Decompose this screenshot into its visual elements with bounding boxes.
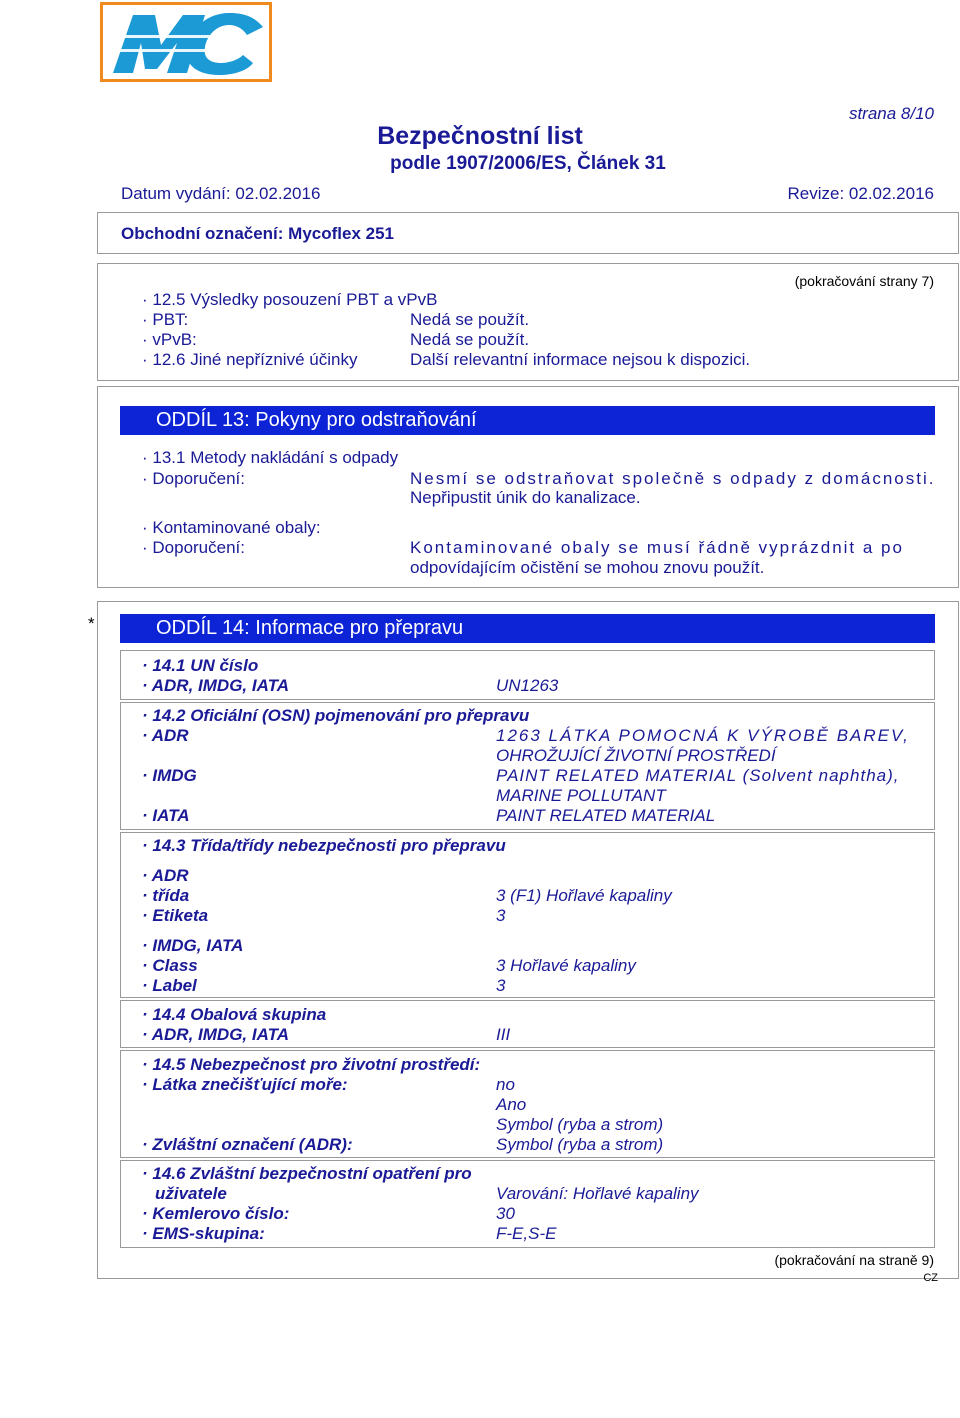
marine-pollutant-value-2: Ano [496, 1095, 527, 1114]
hazard-class-trida-value: 3 (F1) Hořlavé kapaliny [496, 886, 672, 905]
document-title: Bezpečnostní list [377, 122, 583, 150]
page-number: strana 8/10 [848, 104, 934, 123]
sec12-other-effects-value: Další relevantní informace nejsou k dispozici. [410, 350, 751, 369]
section-14-heading: ODDÍL 14: Informace pro přepravu [120, 614, 935, 643]
sec12-pbt-value: Nedá se použít. [410, 310, 530, 329]
precautions-value: Varování: Hořlavé kapaliny [496, 1184, 699, 1203]
ems-label: · EMS-skupina: [142, 1224, 265, 1243]
packing-group-heading: · 14.4 Obalová skupina [142, 1005, 327, 1024]
precautions-heading-1: · 14.6 Zvláštní bezpečnostní opatření pro [142, 1164, 472, 1183]
document-subtitle: podle 1907/2006/ES, Článek 31 [390, 153, 666, 174]
hazard-class-adr: · ADR [142, 866, 189, 885]
shipping-name-heading: · 14.2 Oficiální (OSN) pojmenování pro přepravu [142, 706, 530, 725]
packing-group-label: · ADR, IMDG, IATA [142, 1025, 289, 1044]
shipping-name-imdg-value-2: MARINE POLLUTANT [496, 786, 666, 805]
un-number-value: UN1263 [496, 676, 559, 695]
marine-pollutant-value-1: no [496, 1075, 515, 1094]
sec12-pbt-label: · PBT: [142, 310, 189, 329]
kemler-label: · Kemlerovo číslo: [142, 1204, 290, 1223]
sec12-pbt-heading: · 12.5 Výsledky posouzení PBT a vPvB [142, 290, 438, 309]
section-13-heading: ODDÍL 13: Pokyny pro odstraňování [120, 406, 935, 435]
kemler-value: 30 [496, 1204, 515, 1223]
shipping-name-iata-value: PAINT RELATED MATERIAL [496, 806, 716, 825]
shipping-name-adr-label: · ADR [142, 726, 189, 745]
shipping-name-imdg-label: · IMDG [142, 766, 197, 785]
sec13-methods-heading: · 13.1 Metody nakládání s odpady [142, 448, 399, 467]
language-code: CZ [923, 1272, 938, 1284]
marine-pollutant-value-3: Symbol (ryba a strom) [496, 1115, 664, 1134]
hazard-class-heading: · 14.3 Třída/třídy nebezpečnosti pro přepravu [142, 836, 506, 855]
ems-value: F-E,S-E [496, 1224, 557, 1243]
marine-pollutant-label: · Látka znečišťující moře: [142, 1075, 348, 1094]
company-logo [100, 2, 272, 82]
packing-group-value: III [496, 1025, 511, 1044]
continued-to: (pokračování na straně 9) [774, 1252, 934, 1268]
hazard-class-label-label: · Label [142, 976, 197, 995]
logo-graphic [103, 5, 269, 79]
trade-name: Obchodní označení: Mycoflex 251 [121, 224, 395, 243]
sec12-vpvb-label: · vPvB: [142, 330, 197, 349]
shipping-name-iata-label: · IATA [142, 806, 190, 825]
un-number-heading: · 14.1 UN číslo [142, 656, 259, 675]
hazard-class-label-value: 3 [496, 976, 506, 995]
revision-date: Revize: 02.02.2016 [787, 184, 934, 203]
sec13-recommendation-label: · Doporučení: [142, 469, 245, 488]
shipping-name-imdg-value-1: PAINT RELATED MATERIAL (Solvent naphtha), [496, 766, 900, 785]
sec12-other-effects-label: · 12.6 Jiné nepříznivé účinky [142, 350, 358, 369]
precautions-heading-2: uživatele [155, 1184, 227, 1203]
hazard-class-class-label: · Class [142, 956, 198, 975]
change-marker: * [88, 614, 95, 633]
sec13-recommendation-value-2: Nepřipustit únik do kanalizace. [410, 488, 641, 507]
hazard-class-imdg-iata: · IMDG, IATA [142, 936, 244, 955]
un-number-label: · ADR, IMDG, IATA [142, 676, 289, 695]
special-marking-label: · Zvláštní označení (ADR): [142, 1135, 353, 1154]
sec13-packaging-value-2: odpovídajícím očistění se mohou znovu použít. [410, 558, 765, 577]
shipping-name-adr-value-1: 1263 LÁTKA POMOCNÁ K VÝROBĚ BAREV, [496, 726, 910, 745]
shipping-name-adr-value-2: OHROŽUJÍCÍ ŽIVOTNÍ PROSTŘEDÍ [496, 746, 776, 765]
sec13-recommendation-value-1: Nesmí se odstraňovat společně s odpady z domácnosti. [410, 469, 936, 488]
hazard-class-etiketa-label: · Etiketa [142, 906, 209, 925]
hazard-class-trida-label: · třída [142, 886, 190, 905]
sec12-vpvb-value: Nedá se použít. [410, 330, 530, 349]
hazard-class-class-value: 3 Hořlavé kapaliny [496, 956, 636, 975]
sec13-packaging-value-1: Kontaminované obaly se musí řádně vyprázdnit a po [410, 538, 904, 557]
special-marking-value: Symbol (ryba a strom) [496, 1135, 664, 1154]
environment-heading: · 14.5 Nebezpečnost pro životní prostředí: [142, 1055, 481, 1074]
hazard-class-etiketa-value: 3 [496, 906, 506, 925]
issue-date: Datum vydání: 02.02.2016 [121, 184, 321, 203]
sec13-packaging-heading: · Kontaminované obaly: [142, 518, 321, 537]
continued-from: (pokračování strany 7) [794, 273, 934, 289]
sec13-packaging-label: · Doporučení: [142, 538, 245, 557]
